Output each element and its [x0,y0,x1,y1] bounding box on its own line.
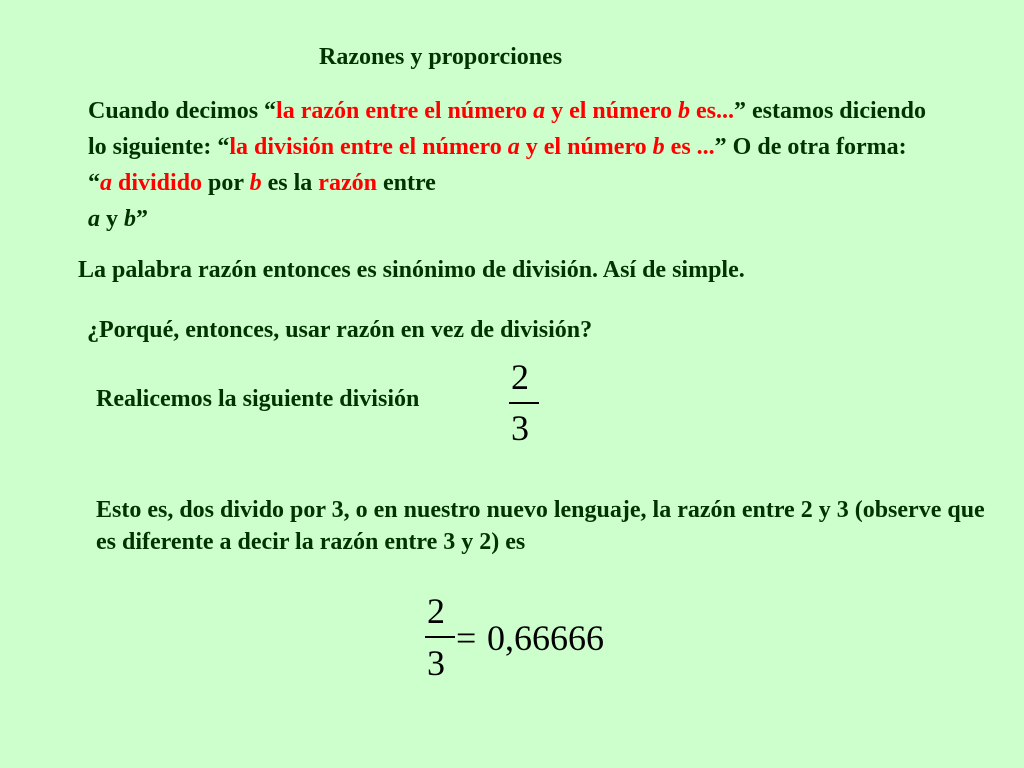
page-title: Razones y proporciones [319,44,563,70]
decimal-result: 0,66666 [487,618,604,658]
paragraph-explanation: Esto es, dos divido por 3, o en nuestro nuevo lenguaje, la razón entre 2 y 3 (observe que es diferente a decir la razón entre 3 y 2) es [96,497,985,555]
variable-b: b [124,206,136,232]
fraction-denominator: 3 [427,643,445,683]
variable-a: a [533,98,546,124]
variable-b: b [677,98,690,124]
fraction-numerator: 2 [427,591,445,631]
text-segment: ” O de otra forma: “ [88,134,907,196]
variable-b: b [249,170,262,196]
paragraph-synonym: La palabra razón entonces es sinónimo de división. Así de simple. [78,257,745,283]
highlight-segment: y el número [519,134,653,160]
equation-result [420,592,630,687]
variable-a: a [100,170,112,196]
text-segment: por [202,170,250,196]
highlight-segment: y el número [545,98,678,124]
text-segment: Cuando decimos “ [88,98,277,124]
fraction-two-thirds [505,357,545,455]
highlight-segment: la razón entre el número [276,98,534,124]
fraction-bar [509,402,539,404]
variable-b: b [652,134,665,160]
highlight-segment: es... [689,98,734,124]
paragraph-division-intro: Realicemos la siguiente división [96,386,420,412]
fraction-bar [425,636,455,638]
paragraph-definition [88,93,928,237]
variable-a: a [507,134,520,160]
highlight-segment: razón [318,170,377,196]
paragraph-question: ¿Porqué, entonces, usar razón en vez de división? [87,317,593,343]
equals-sign: = [456,618,477,658]
fraction-numerator: 2 [511,357,529,397]
text-segment: entre [376,170,436,196]
variable-a: a [88,206,100,232]
text-segment: es la [261,170,319,196]
text-segment: y [100,206,124,232]
text-segment: ” [136,206,148,232]
highlight-segment: dividido [112,170,203,196]
highlight-segment: es ... [664,134,715,160]
fraction-denominator: 3 [511,408,529,448]
highlight-segment: la división entre el número [229,134,508,160]
text-segment: ” estamos diciendo lo siguiente: “ [88,98,926,160]
